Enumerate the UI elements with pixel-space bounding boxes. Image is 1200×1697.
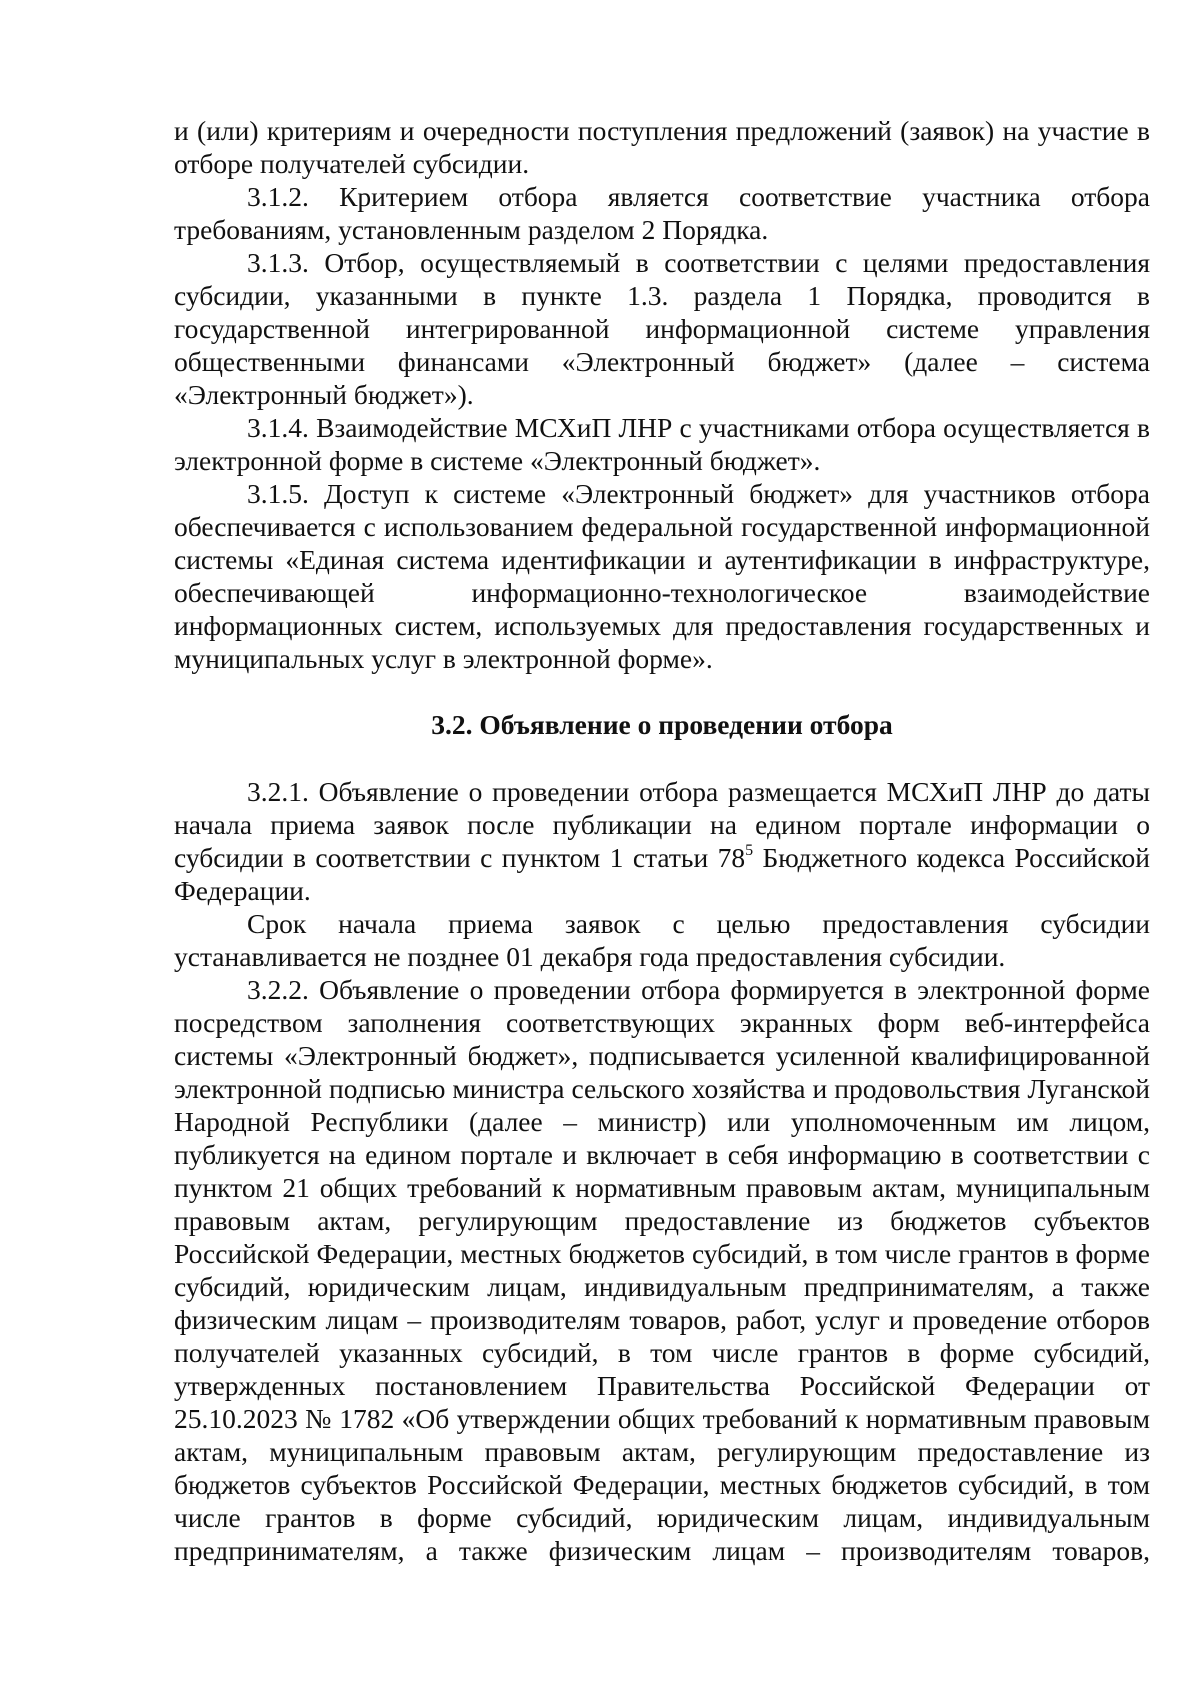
- paragraph-3-1-5: 3.1.5. Доступ к системе «Электронный бюджет» для участников отбора обеспечивается с использованием федеральной государственной информационной системы «Единая система идентификации и аутентификации в инфраструктуре, обеспечивающей информационно-технологическое взаимодействие информационных систем, используемых для предоставления государственных и муниципальных услуг в электронной форме».: [174, 478, 1150, 674]
- paragraph-3-2-1-text: 3.2.1. Объявление о проведении отбора размещается МСХиП ЛНР до даты начала приема заявок после публикации на едином портале информации о субсидии в соответствии с пунктом 1 статьи 78: [174, 776, 1150, 873]
- paragraph-3-2-1-text-end: Бюджетного кодекса Российской Федерации.: [174, 842, 1151, 906]
- paragraph-3-2-2: 3.2.2. Объявление о проведении отбора формируется в электронной форме посредством заполнения соответствующих экранных форм веб-интерфейса системы «Электронный бюджет», подписывается усиленной квалифицированной электронной подписью министра сельского хозяйства и продовольствия Луганской Народной Республики (далее – министр) или уполномоченным им лицом, публикуется на едином портале и включает в себя информацию в соответствии с пунктом 21 общих требований к нормативным правовым актам, муниципальным правовым актам, регулирующим предоставление из бюджетов субъектов Российской Федерации, местных бюджетов субсидий, в том числе грантов в форме субсидий, юридическим лицам, индивидуальным предпринимателям, а также физическим лицам – производителям товаров, работ, услуг и проведение отборов получателей указанных субсидий, в том числе грантов в форме субсидий, утвержденных постановлением Правительства Российской Федерации от 25.10.2023 № 1782 «Об утверждении общих требований к нормативным правовым актам, муниципальным правовым актам, регулирующим предоставление из бюджетов субъектов Российской Федерации, местных бюджетов субсидий, в том числе грантов в форме субсидий, юридическим лицам, индивидуальным предпринимателям, а также физическим лицам – производителям товаров,: [174, 974, 1150, 1566]
- paragraph-continuation: и (или) критериям и очередности поступления предложений (заявок) на участие в отборе получателей субсидии.: [174, 115, 1150, 179]
- paragraph-3-1-2: 3.1.2. Критерием отбора является соответствие участника отбора требованиям, установленным разделом 2 Порядка.: [174, 181, 1150, 245]
- paragraph-3-1-3: 3.1.3. Отбор, осуществляемый в соответствии с целями предоставления субсидии, указанными в пункте 1.3. раздела 1 Порядка, проводится в государственной интегрированной информационной системе управления общественными финансами «Электронный бюджет» (далее – система «Электронный бюджет»).: [174, 247, 1150, 410]
- document-body: [174, 114, 1150, 1567]
- paragraph-3-2-1: [174, 775, 1150, 907]
- paragraph-3-1-4: 3.1.4. Взаимодействие МСХиП ЛНР с участниками отбора осуществляется в электронной форме в системе «Электронный бюджет».: [174, 412, 1150, 476]
- superscript-footnote: 5: [745, 842, 754, 859]
- section-heading-3-2: 3.2. Объявление о проведении отбора: [431, 709, 893, 740]
- paragraph-application-start: Срок начала приема заявок с целью предоставления субсидии устанавливается не позднее 01 декабря года предоставления субсидии.: [174, 908, 1150, 972]
